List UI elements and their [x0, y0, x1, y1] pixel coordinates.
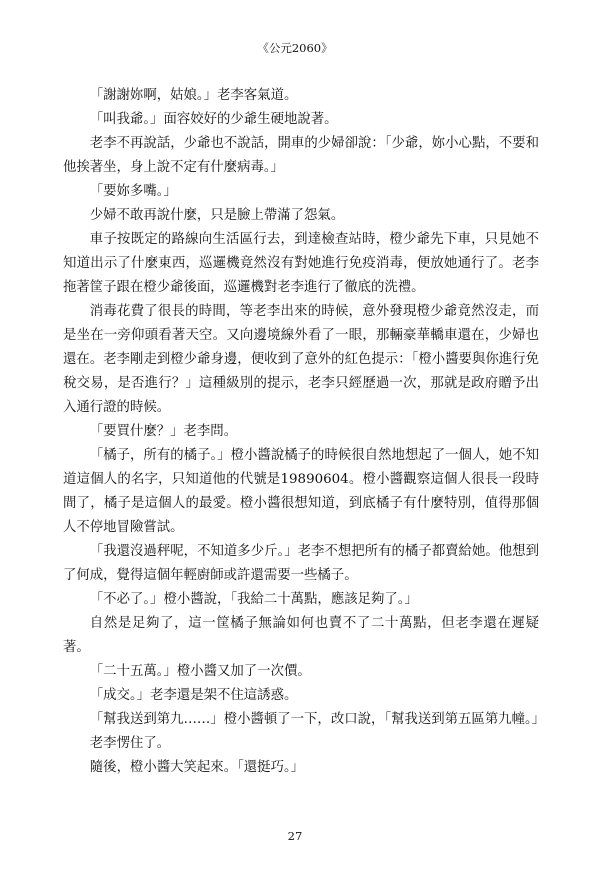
paragraph-3: 老李不再說話，少爺也不說話，開車的少婦卻說：「少爺，妳小心點，不要和他挨著坐，身上說不定有什麼病毒。」 [63, 136, 539, 175]
paragraph-1: 「謝謝妳啊，姑娘。」老李客氣道。 [89, 88, 298, 103]
running-header [0, 40, 590, 56]
paragraph-16: 老李愣住了。 [89, 736, 171, 751]
page-number [0, 829, 590, 843]
paragraph-15: 「幫我送到第九……」橙小醬頓了一下，改口說，「幫我送到第五區第九幢。」 [89, 712, 546, 727]
page-body [63, 84, 546, 780]
paragraph-6: 車子按既定的路線向生活區行去，到達檢查站時，橙少爺先下車，只見她不知道出示了什麼東西，巡邏機竟然沒有對她進行免疫消毒，便放她通行了。老李拖著筐子跟在橙少爺後面，巡邏機對老李進行了徹底的洗禮。 [63, 232, 539, 295]
paragraph-10: 「我還沒過秤呢，不知道多少斤。」老李不想把所有的橘子都賣給她。他想到了何成，覺得這個年輕廚師或許還需要一些橘子。 [63, 544, 539, 583]
paragraph-13: 「二十五萬。」橙小醬又加了一次價。 [89, 664, 311, 679]
paragraph-17: 隨後，橙小醬大笑起來。「還挺巧。」 [89, 760, 305, 775]
paragraph-14: 「成交。」老李還是架不住這誘惑。 [89, 688, 298, 703]
paragraph-11: 「不必了。」橙小醬說，「我給二十萬點，應該足夠了。」 [89, 592, 418, 607]
book-title: 《公元2060》 [257, 41, 333, 55]
paragraph-12: 自然是足夠了，這一筐橘子無論如何也賣不了二十萬點，但老李還在遲疑著。 [63, 616, 539, 655]
paragraph-5: 少婦不敢再說什麼，只是臉上帶滿了怨氣。 [89, 208, 345, 223]
paragraph-4: 「要妳多嘴。」 [89, 184, 177, 199]
paragraph-2: 「叫我爺。」面容姣好的少爺生硬地說著。 [89, 112, 338, 127]
paragraph-9: 「橘子，所有的橘子。」橙小醬說橘子的時候很自然地想起了一個人，她不知道這個人的名字，只知道他的代號是19890604。橙小醬觀察這個人很長一段時間了，橘子是這個人的最愛。橙小醬很想知道，到底橘子有什麼特別，值得那個人不停地冒險嘗試。 [63, 448, 539, 535]
paragraph-7: 消毒花費了很長的時間，等老李出來的時候，意外發現橙少爺竟然沒走，而是坐在一旁仰頭看著天空。又向邊境線外看了一眼，那輛豪華轎車還在，少婦也還在。老李剛走到橙少爺身邊，便收到了意外的紅色提示：「橙小醬要與你進行免稅交易，是否進行？」這種級別的提示，老李只經歷過一次，那就是政府贈予出入通行證的時候。 [63, 304, 539, 415]
paragraph-8: 「要買什麼？」老李問。 [89, 424, 238, 439]
page-number-value: 27 [287, 829, 303, 843]
